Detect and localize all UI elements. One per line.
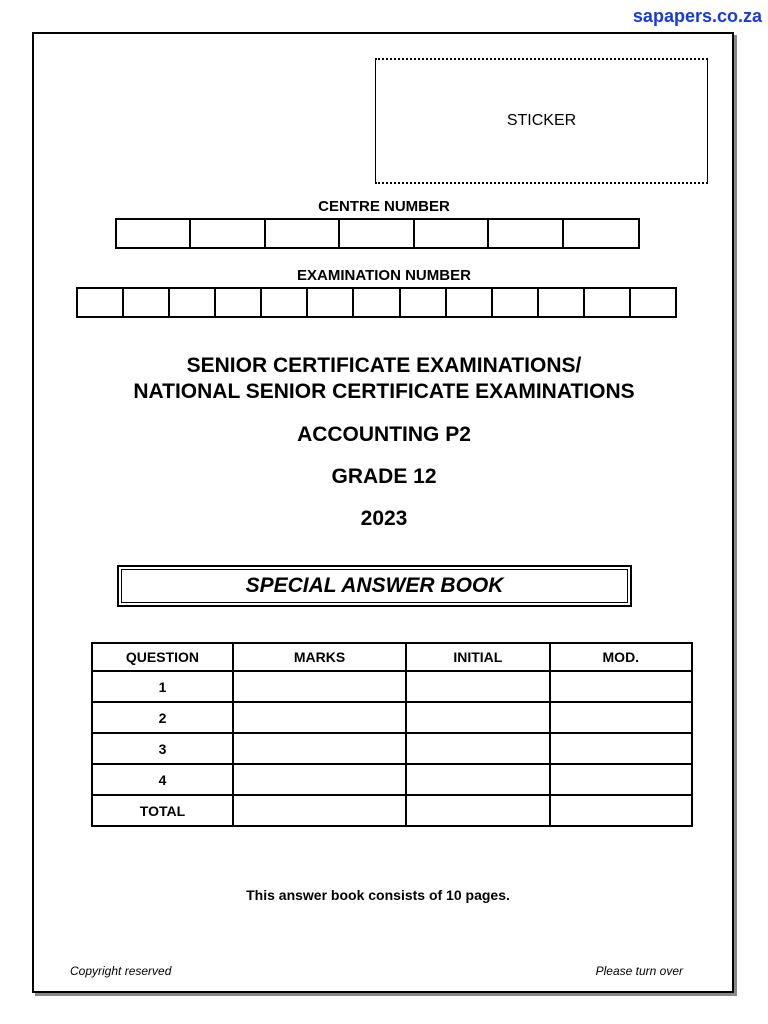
heading-line-2: NATIONAL SENIOR CERTIFICATE EXAMINATIONS: [133, 380, 635, 403]
special-answer-book-title: SPECIAL ANSWER BOOK: [121, 569, 628, 603]
centre-number-digit-box[interactable]: [564, 220, 638, 247]
question-number: 2: [92, 702, 233, 733]
marks-cell[interactable]: [233, 795, 406, 826]
initial-cell[interactable]: [406, 733, 550, 764]
marks-cell[interactable]: [233, 764, 406, 795]
sticker-label: STICKER: [506, 112, 577, 129]
initial-cell[interactable]: [406, 702, 550, 733]
initial-cell[interactable]: [406, 795, 550, 826]
header-question: QUESTION: [92, 643, 233, 671]
examination-number-label: EXAMINATION NUMBER: [297, 267, 471, 284]
year-title: 2023: [360, 507, 408, 530]
total-label: TOTAL: [92, 795, 233, 826]
examination-number-boxes[interactable]: [76, 287, 677, 318]
examination-number-digit-box[interactable]: [124, 289, 170, 316]
examination-number-digit-box[interactable]: [401, 289, 447, 316]
marks-cell[interactable]: [233, 733, 406, 764]
centre-number-digit-box[interactable]: [340, 220, 414, 247]
footer-turn-over: Please turn over: [595, 964, 683, 978]
subject-title: ACCOUNTING P2: [297, 423, 471, 446]
question-number: 4: [92, 764, 233, 795]
marks-cell[interactable]: [233, 671, 406, 702]
mod-cell[interactable]: [550, 702, 692, 733]
centre-number-digit-box[interactable]: [117, 220, 191, 247]
centre-number-digit-box[interactable]: [191, 220, 265, 247]
examination-number-digit-box[interactable]: [585, 289, 631, 316]
mod-cell[interactable]: [550, 671, 692, 702]
examination-number-digit-box[interactable]: [308, 289, 354, 316]
centre-number-label: CENTRE NUMBER: [318, 198, 450, 215]
examination-number-digit-box[interactable]: [631, 289, 675, 316]
pages-note: This answer book consists of 10 pages.: [246, 887, 510, 903]
mod-cell[interactable]: [550, 764, 692, 795]
sticker-box: [375, 58, 708, 184]
footer-copyright: Copyright reserved: [70, 964, 172, 978]
marks-cell[interactable]: [233, 702, 406, 733]
table-row-total: [92, 795, 692, 826]
examination-number-digit-box[interactable]: [216, 289, 262, 316]
mod-cell[interactable]: [550, 795, 692, 826]
initial-cell[interactable]: [406, 764, 550, 795]
mod-cell[interactable]: [550, 733, 692, 764]
centre-number-boxes[interactable]: [115, 218, 640, 249]
table-row: [92, 702, 692, 733]
examination-number-digit-box[interactable]: [447, 289, 493, 316]
header-mod: MOD.: [550, 643, 692, 671]
special-answer-book-box: [117, 565, 632, 607]
centre-number-digit-box[interactable]: [266, 220, 340, 247]
examination-number-digit-box[interactable]: [262, 289, 308, 316]
examination-number-digit-box[interactable]: [78, 289, 124, 316]
centre-number-digit-box[interactable]: [415, 220, 489, 247]
question-number: 1: [92, 671, 233, 702]
examination-number-digit-box[interactable]: [354, 289, 400, 316]
examination-number-digit-box[interactable]: [539, 289, 585, 316]
question-number: 3: [92, 733, 233, 764]
grade-title: GRADE 12: [331, 465, 437, 488]
marks-table: [91, 642, 693, 827]
watermark-text: sapapers.co.za: [632, 6, 762, 26]
table-row: [92, 764, 692, 795]
examination-number-digit-box[interactable]: [493, 289, 539, 316]
header-marks: MARKS: [233, 643, 406, 671]
table-row: [92, 671, 692, 702]
header-initial: INITIAL: [406, 643, 550, 671]
table-row: [92, 733, 692, 764]
marks-table-header-row: [92, 643, 692, 671]
examination-number-digit-box[interactable]: [170, 289, 216, 316]
initial-cell[interactable]: [406, 671, 550, 702]
heading-line-1: SENIOR CERTIFICATE EXAMINATIONS/: [186, 354, 582, 377]
centre-number-digit-box[interactable]: [489, 220, 563, 247]
